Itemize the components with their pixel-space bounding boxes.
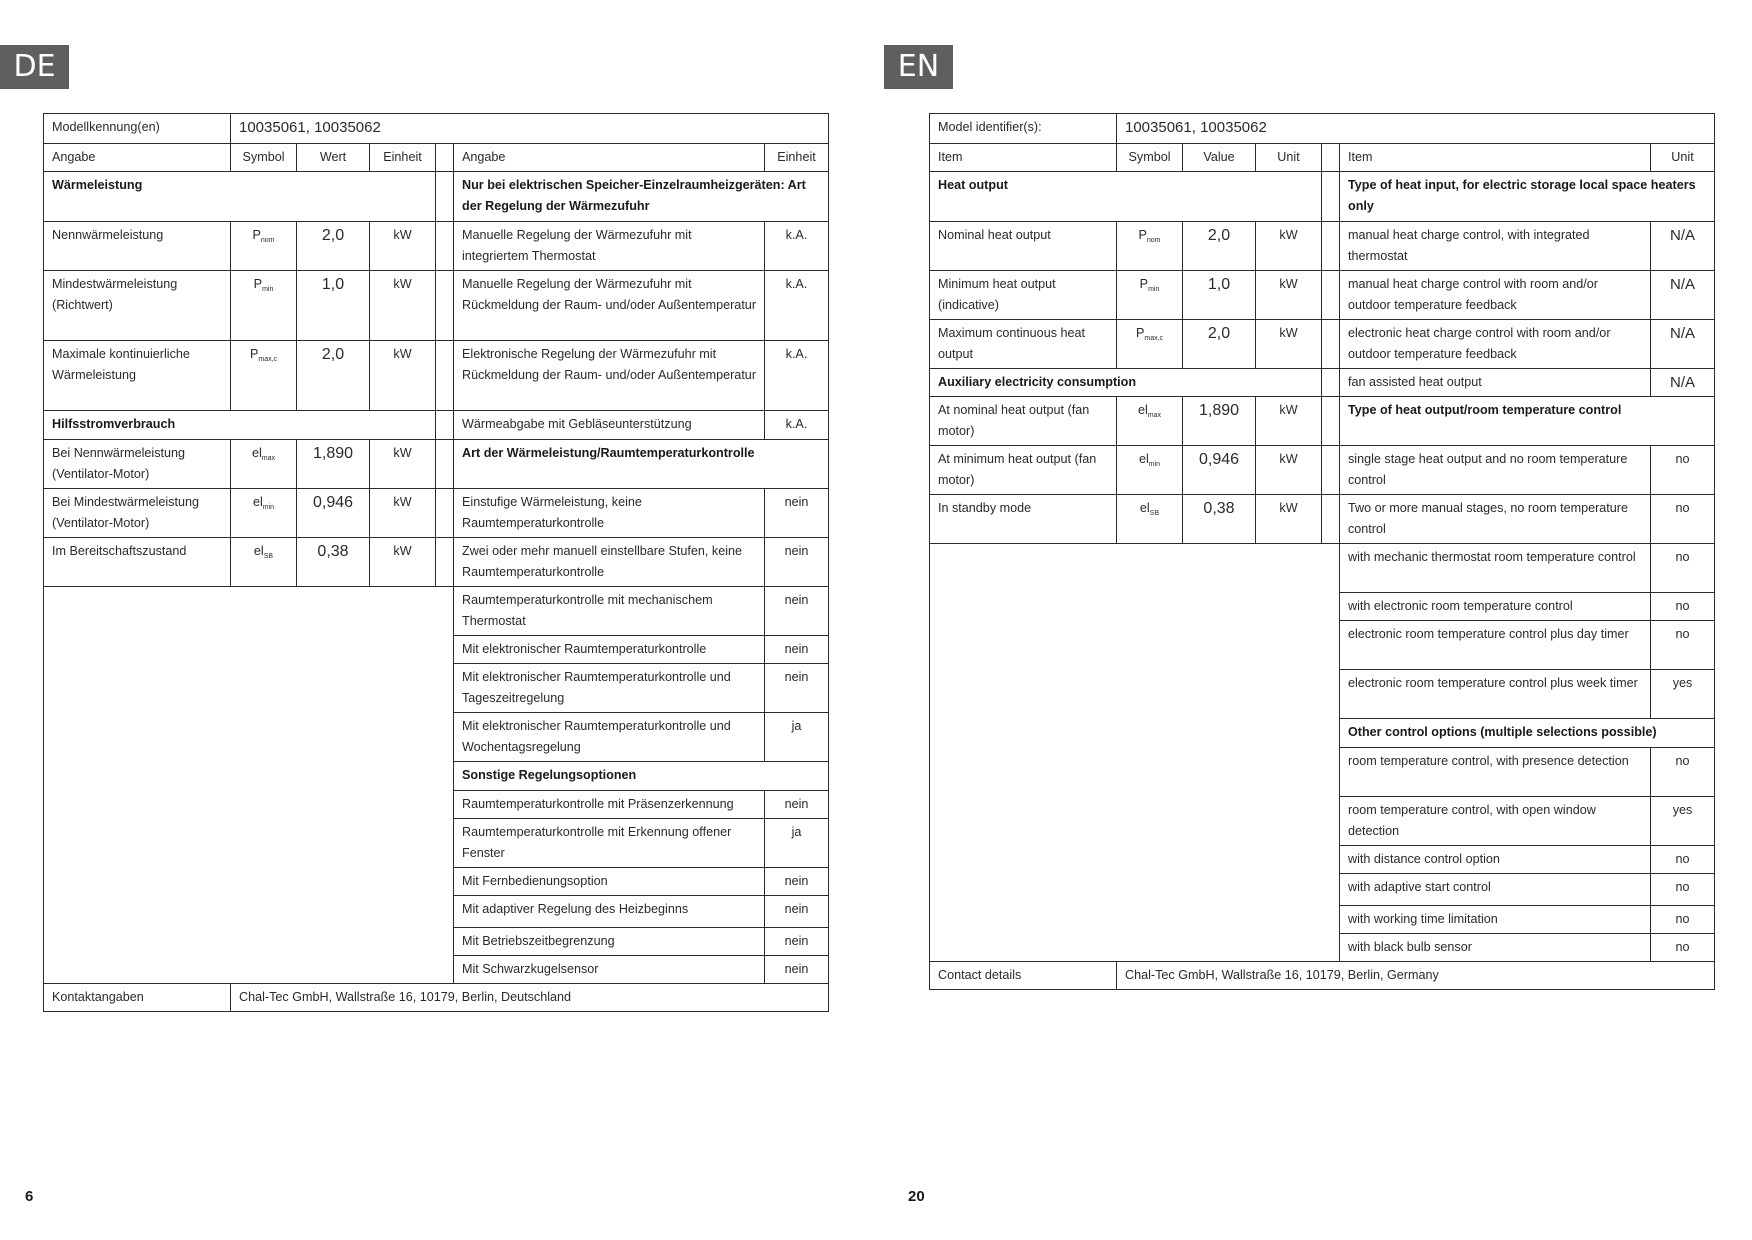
control-value: no <box>1651 748 1715 797</box>
control-label: Raumtemperaturkontrolle mit Präsenzerkennung <box>454 791 765 819</box>
row-symbol: $P_{nom}$ <box>1117 222 1183 271</box>
control-value: no <box>1651 934 1715 962</box>
row-unit: kW <box>1256 446 1322 495</box>
control-value: no <box>1651 495 1715 544</box>
control-value: N/A <box>1651 320 1715 369</box>
row-unit: kW <box>1256 222 1322 271</box>
control-label: electronic room temperature control plus week timer <box>1340 670 1651 719</box>
control-label: Einstufige Wärmeleistung, keine Raumtemperaturkontrolle <box>454 489 765 538</box>
row-unit: kW <box>1256 320 1322 369</box>
spacer-cell <box>436 489 454 538</box>
row-value: 2,0 <box>297 341 370 411</box>
spacer-cell <box>1322 172 1340 222</box>
row-unit: kW <box>370 440 436 489</box>
control-value: k.A. <box>765 271 829 341</box>
control-label: electronic heat charge control with room and/or outdoor temperature feedback <box>1340 320 1651 369</box>
spacer-cell <box>436 341 454 411</box>
spacer-cell <box>1322 144 1340 172</box>
header-item: Item <box>930 144 1117 172</box>
control-label: Mit elektronischer Raumtemperaturkontrolle und Tageszeitregelung <box>454 664 765 713</box>
spacer-cell <box>1322 397 1340 446</box>
language-badge-en: EN <box>884 45 953 89</box>
row-value: 1,0 <box>297 271 370 341</box>
row-label: Mindestwärmeleistung (Richtwert) <box>44 271 231 341</box>
row-symbol: $el_{SB}$ <box>231 538 297 587</box>
control-value: no <box>1651 593 1715 621</box>
section-aux-consumption: Hilfsstromverbrauch <box>44 411 436 440</box>
control-label: Raumtemperaturkontrolle mit Erkennung offener Fenster <box>454 819 765 868</box>
section-heat-output: Wärmeleistung <box>44 172 436 222</box>
row-value: 0,946 <box>1183 446 1256 495</box>
spacer-cell <box>436 172 454 222</box>
control-label: Mit Schwarzkugelsensor <box>454 956 765 984</box>
row-label: Im Bereitschaftszustand <box>44 538 231 587</box>
model-value: 10035061, 10035062 <box>231 114 829 144</box>
header-item: Angabe <box>44 144 231 172</box>
control-value: nein <box>765 636 829 664</box>
row-label: Nominal heat output <box>930 222 1117 271</box>
control-label: Zwei oder mehr manuell einstellbare Stufen, keine Raumtemperaturkontrolle <box>454 538 765 587</box>
header-unit: Einheit <box>370 144 436 172</box>
contact-label: Kontaktangaben <box>44 984 231 1012</box>
spacer-cell <box>1322 369 1340 397</box>
section-other-options: Other control options (multiple selections possible) <box>1340 719 1715 748</box>
control-label: Mit Fernbedienungsoption <box>454 868 765 896</box>
header-value: Value <box>1183 144 1256 172</box>
control-value: no <box>1651 874 1715 906</box>
empty-area <box>930 544 1340 962</box>
row-unit: kW <box>1256 495 1322 544</box>
control-value: k.A. <box>765 222 829 271</box>
row-label: Minimum heat output (indicative) <box>930 271 1117 320</box>
control-value: nein <box>765 868 829 896</box>
control-label: with electronic room temperature control <box>1340 593 1651 621</box>
control-label: Mit elektronischer Raumtemperaturkontrolle <box>454 636 765 664</box>
control-label: with working time limitation <box>1340 906 1651 934</box>
control-value: no <box>1651 446 1715 495</box>
spacer-cell <box>436 144 454 172</box>
spec-table-de <box>43 113 829 1012</box>
row-symbol: $el_{min}$ <box>1117 446 1183 495</box>
row-label: At minimum heat output (fan motor) <box>930 446 1117 495</box>
row-label: At nominal heat output (fan motor) <box>930 397 1117 446</box>
control-value: k.A. <box>765 411 829 440</box>
row-value: 0,38 <box>297 538 370 587</box>
spacer-cell <box>436 440 454 489</box>
spacer-cell <box>436 538 454 587</box>
model-value: 10035061, 10035062 <box>1117 114 1715 144</box>
page-number-de: 6 <box>25 1188 34 1205</box>
row-symbol: $el_{SB}$ <box>1117 495 1183 544</box>
control-label: Manuelle Regelung der Wärmezufuhr mit Rückmeldung der Raum- und/oder Außentemperatur <box>454 271 765 341</box>
header-symbol: Symbol <box>231 144 297 172</box>
control-value: nein <box>765 896 829 928</box>
row-value: 1,890 <box>1183 397 1256 446</box>
control-value: yes <box>1651 670 1715 719</box>
control-value: k.A. <box>765 341 829 411</box>
control-value: no <box>1651 621 1715 670</box>
row-label: Nennwärmeleistung <box>44 222 231 271</box>
spacer-cell <box>436 271 454 341</box>
row-unit: kW <box>1256 271 1322 320</box>
spec-table-en <box>929 113 1715 990</box>
control-value: no <box>1651 846 1715 874</box>
control-value: nein <box>765 956 829 984</box>
control-label: with black bulb sensor <box>1340 934 1651 962</box>
row-unit: kW <box>1256 397 1322 446</box>
row-label: In standby mode <box>930 495 1117 544</box>
control-value: nein <box>765 791 829 819</box>
control-value: no <box>1651 906 1715 934</box>
spacer-cell <box>436 411 454 440</box>
control-label: room temperature control, with open window detection <box>1340 797 1651 846</box>
row-unit: kW <box>370 271 436 341</box>
control-value: nein <box>765 928 829 956</box>
row-unit: kW <box>370 538 436 587</box>
row-value: 1,890 <box>297 440 370 489</box>
section-heat-type: Art der Wärmeleistung/Raumtemperaturkontrolle <box>454 440 829 489</box>
row-value: 0,38 <box>1183 495 1256 544</box>
row-unit: kW <box>370 222 436 271</box>
control-label: electronic room temperature control plus day timer <box>1340 621 1651 670</box>
control-label: manual heat charge control with room and/or outdoor temperature feedback <box>1340 271 1651 320</box>
row-symbol: $el_{min}$ <box>231 489 297 538</box>
row-value: 2,0 <box>1183 222 1256 271</box>
row-symbol: $P_{max,c}$ <box>231 341 297 411</box>
row-symbol: $P_{max,c}$ <box>1117 320 1183 369</box>
row-unit: kW <box>370 489 436 538</box>
row-unit: kW <box>370 341 436 411</box>
row-value: 2,0 <box>1183 320 1256 369</box>
row-value: 0,946 <box>297 489 370 538</box>
control-value: N/A <box>1651 222 1715 271</box>
spacer-cell <box>436 222 454 271</box>
control-value: N/A <box>1651 369 1715 397</box>
control-label: Mit elektronischer Raumtemperaturkontrolle und Wochentagsregelung <box>454 713 765 762</box>
contact-label: Contact details <box>930 962 1117 990</box>
row-symbol: $P_{min}$ <box>231 271 297 341</box>
row-label: Maximale kontinuierliche Wärmeleistung <box>44 341 231 411</box>
header-unit-2: Einheit <box>765 144 829 172</box>
control-label: Elektronische Regelung der Wärmezufuhr mit Rückmeldung der Raum- und/oder Außentemperatur <box>454 341 765 411</box>
section-heat-output: Heat output <box>930 172 1322 222</box>
control-value: nein <box>765 664 829 713</box>
control-label: Raumtemperaturkontrolle mit mechanischem Thermostat <box>454 587 765 636</box>
control-value: ja <box>765 819 829 868</box>
row-label: Maximum continuous heat output <box>930 320 1117 369</box>
header-unit: Unit <box>1256 144 1322 172</box>
control-label: fan assisted heat output <box>1340 369 1651 397</box>
contact-value: Chal-Tec GmbH, Wallstraße 16, 10179, Berlin, Germany <box>1117 962 1715 990</box>
row-symbol: $el_{max}$ <box>231 440 297 489</box>
section-other-options: Sonstige Regelungsoptionen <box>454 762 829 791</box>
row-label: Bei Nennwärmeleistung (Ventilator-Motor) <box>44 440 231 489</box>
control-value: N/A <box>1651 271 1715 320</box>
header-unit-2: Unit <box>1651 144 1715 172</box>
control-label: Mit Betriebszeitbegrenzung <box>454 928 765 956</box>
section-storage-control: Type of heat input, for electric storage local space heaters only <box>1340 172 1715 222</box>
empty-area <box>44 587 454 984</box>
control-label: single stage heat output and no room temperature control <box>1340 446 1651 495</box>
spacer-cell <box>1322 271 1340 320</box>
control-value: ja <box>765 713 829 762</box>
row-symbol: $P_{min}$ <box>1117 271 1183 320</box>
control-label: manual heat charge control, with integrated thermostat <box>1340 222 1651 271</box>
spacer-cell <box>1322 222 1340 271</box>
section-aux-consumption: Auxiliary electricity consumption <box>930 369 1322 397</box>
section-storage-control: Nur bei elektrischen Speicher-Einzelraumheizgeräten: Art der Regelung der Wärmezufuhr <box>454 172 829 222</box>
section-heat-type: Type of heat output/room temperature control <box>1340 397 1715 446</box>
contact-value: Chal-Tec GmbH, Wallstraße 16, 10179, Berlin, Deutschland <box>231 984 829 1012</box>
control-label: with distance control option <box>1340 846 1651 874</box>
control-label: Two or more manual stages, no room temperature control <box>1340 495 1651 544</box>
control-label: Wärmeabgabe mit Gebläseunterstützung <box>454 411 765 440</box>
row-symbol: $el_{max}$ <box>1117 397 1183 446</box>
control-value: nein <box>765 538 829 587</box>
control-value: nein <box>765 587 829 636</box>
header-item-2: Angabe <box>454 144 765 172</box>
control-value: yes <box>1651 797 1715 846</box>
control-label: room temperature control, with presence detection <box>1340 748 1651 797</box>
control-value: no <box>1651 544 1715 593</box>
model-label: Model identifier(s): <box>930 114 1117 144</box>
control-label: Mit adaptiver Regelung des Heizbeginns <box>454 896 765 928</box>
header-value: Wert <box>297 144 370 172</box>
page-number-en: 20 <box>908 1188 925 1205</box>
control-label: with adaptive start control <box>1340 874 1651 906</box>
language-badge-de: DE <box>0 45 69 89</box>
row-value: 1,0 <box>1183 271 1256 320</box>
spacer-cell <box>1322 320 1340 369</box>
header-item-2: Item <box>1340 144 1651 172</box>
control-value: nein <box>765 489 829 538</box>
spacer-cell <box>1322 446 1340 495</box>
row-symbol: $P_{nom}$ <box>231 222 297 271</box>
row-value: 2,0 <box>297 222 370 271</box>
spacer-cell <box>1322 495 1340 544</box>
control-label: with mechanic thermostat room temperature control <box>1340 544 1651 593</box>
header-symbol: Symbol <box>1117 144 1183 172</box>
row-label: Bei Mindestwärmeleistung (Ventilator-Motor) <box>44 489 231 538</box>
model-label: Modellkennung(en) <box>44 114 231 144</box>
control-label: Manuelle Regelung der Wärmezufuhr mit integriertem Thermostat <box>454 222 765 271</box>
